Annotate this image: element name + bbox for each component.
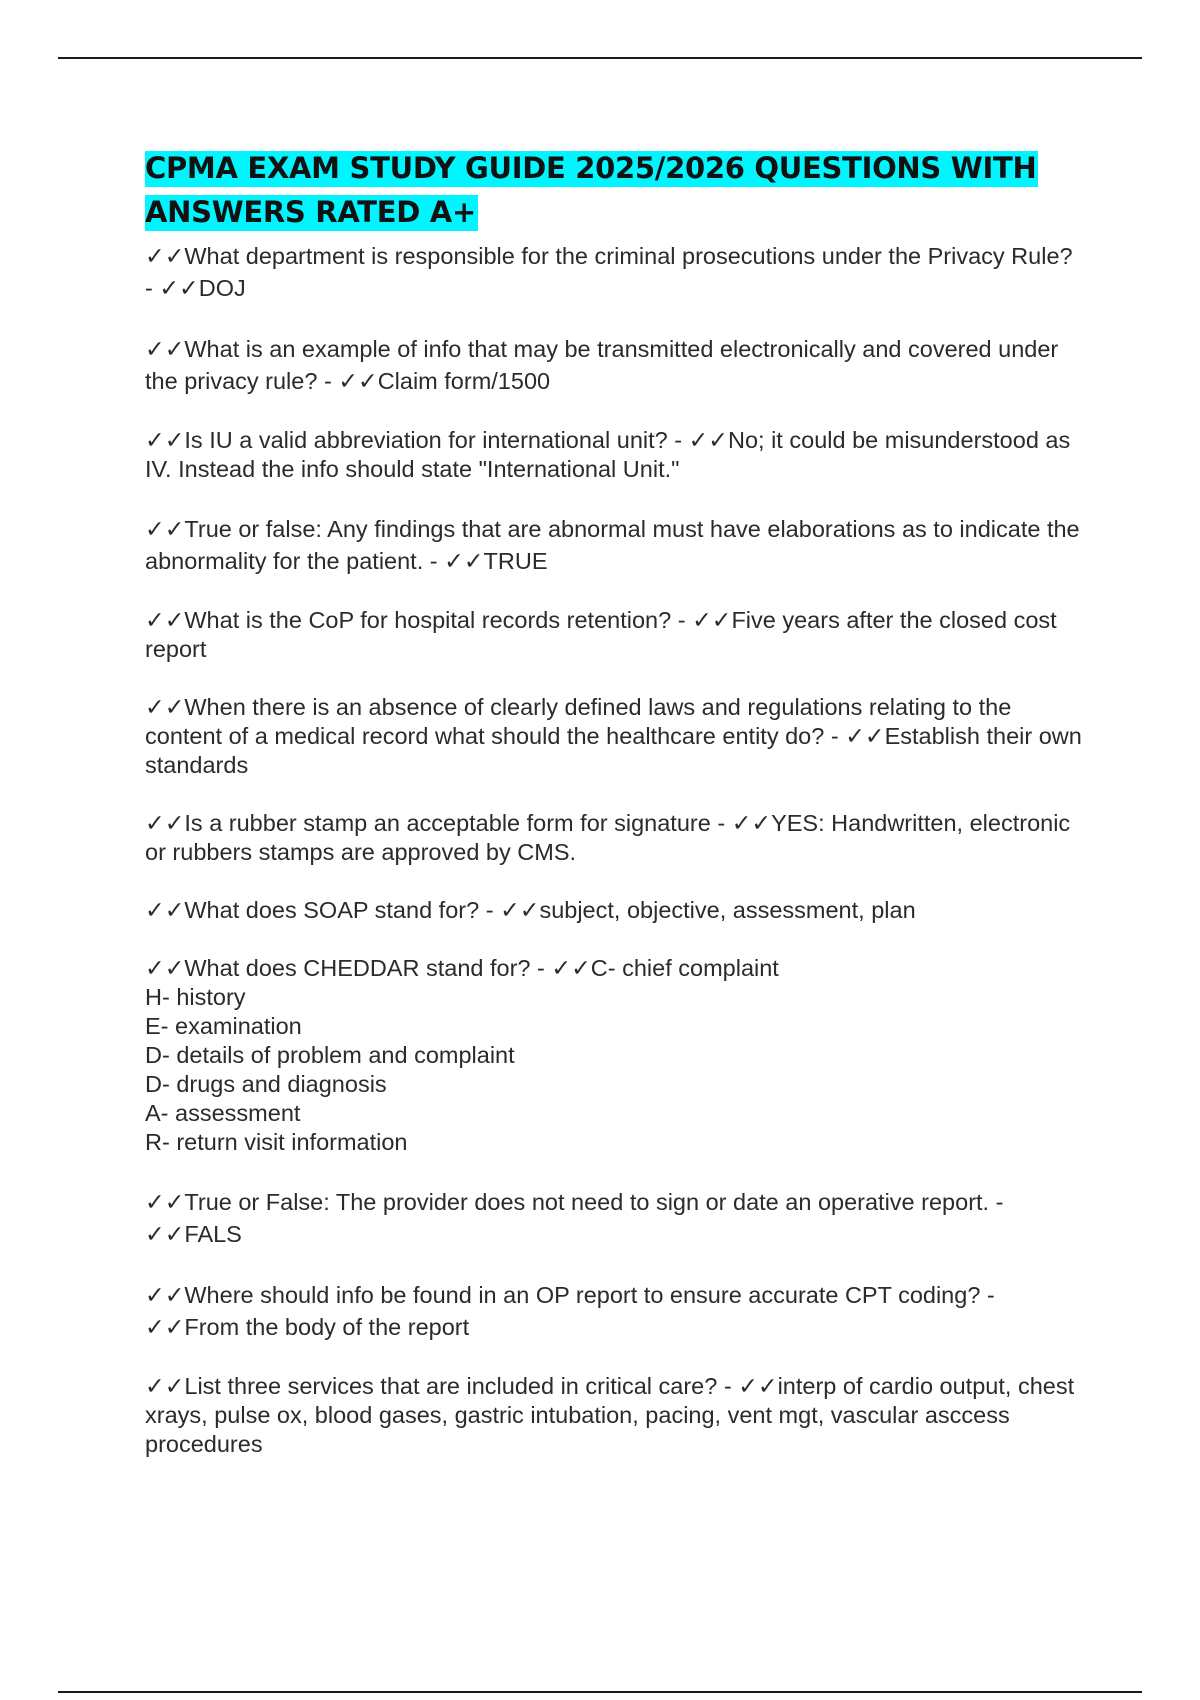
answer-text: ✓✓DOJ [159, 275, 246, 301]
qa-item [145, 693, 1085, 780]
question-text: ✓✓Where should info be found in an OP report to ensure accurate CPT coding? [145, 1282, 981, 1308]
question-text: ✓✓True or False: The provider does not need to sign or date an operative report. [145, 1189, 990, 1215]
answer-text: ✓✓FALS [145, 1221, 242, 1247]
qa-separator: - [479, 897, 501, 923]
answer-text: ✓✓C- chief complaint H- history E- examination D- details of problem and complaint D- drugs and diagnosis A- assessment R- return visit information [145, 955, 779, 1155]
qa-separator: - [989, 1189, 1004, 1215]
document-title [145, 146, 1085, 234]
qa-item [145, 333, 1085, 397]
question-text: ✓✓When there is an absence of clearly defined laws and regulations relating to the content of a medical record what should the healthcare entity do? [145, 694, 1012, 749]
qa-separator: - [530, 955, 552, 981]
answer-text: ✓✓From the body of the report [145, 1314, 470, 1340]
question-text: ✓✓Is a rubber stamp an acceptable form for signature [145, 810, 711, 836]
qa-item [145, 896, 1085, 925]
qa-item [145, 1186, 1085, 1250]
qa-item [145, 1372, 1085, 1459]
question-text: ✓✓True or false: Any findings that are abnormal must have elaborations as to indicate the abnormality for the patient. [145, 516, 1080, 574]
qa-separator: - [423, 548, 445, 574]
answer-text: ✓✓Claim form/1500 [338, 368, 551, 394]
qa-item [145, 954, 1085, 1157]
question-text: ✓✓Is IU a valid abbreviation for international unit? [145, 427, 668, 453]
answer-text: ✓✓Five years after the closed cost report [145, 607, 1057, 662]
answer-text: ✓✓No; it could be misunderstood as IV. Instead the info should state "International Unit." [145, 427, 1071, 482]
qa-separator: - [145, 275, 160, 301]
qa-item [145, 426, 1085, 484]
qa-separator: - [824, 723, 846, 749]
question-text: ✓✓List three services that are included in critical care? [145, 1373, 718, 1399]
qa-separator: - [317, 368, 339, 394]
qa-separator: - [710, 810, 732, 836]
qa-item [145, 1279, 1085, 1343]
footer-rule [58, 1691, 1142, 1693]
qa-separator: - [980, 1282, 995, 1308]
answer-text: ✓✓YES: Handwritten, electronic or rubbers stamps are approved by CMS. [145, 810, 1071, 865]
qa-separator: - [717, 1373, 739, 1399]
answer-text: ✓✓subject, objective, assessment, plan [500, 897, 916, 923]
qa-item [145, 240, 1085, 304]
header-rule [58, 57, 1142, 59]
question-text: ✓✓What does SOAP stand for? [145, 897, 480, 923]
question-text: ✓✓What does CHEDDAR stand for? [145, 955, 531, 981]
title-highlight: CPMA EXAM STUDY GUIDE 2025/2026 QUESTIONS WITH ANSWERS RATED A+ [145, 151, 1037, 229]
question-text: ✓✓What is the CoP for hospital records retention? [145, 607, 672, 633]
question-text: ✓✓What department is responsible for the criminal prosecutions under the Privacy Rule? [145, 243, 1073, 269]
answer-text: ✓✓Establish their own standards [145, 723, 1082, 778]
question-text: ✓✓What is an example of info that may be transmitted electronically and covered under the privacy rule? [145, 336, 1059, 394]
qa-item [145, 606, 1085, 664]
qa-separator: - [667, 427, 689, 453]
document-body [145, 146, 1085, 1488]
qa-separator: - [671, 607, 693, 633]
qa-item [145, 809, 1085, 867]
qa-item [145, 513, 1085, 577]
answer-text: ✓✓interp of cardio output, chest xrays, pulse ox, blood gases, gastric intubation, pacing, vent mgt, vascular asccess procedures [145, 1373, 1075, 1457]
answer-text: ✓✓TRUE [444, 548, 548, 574]
